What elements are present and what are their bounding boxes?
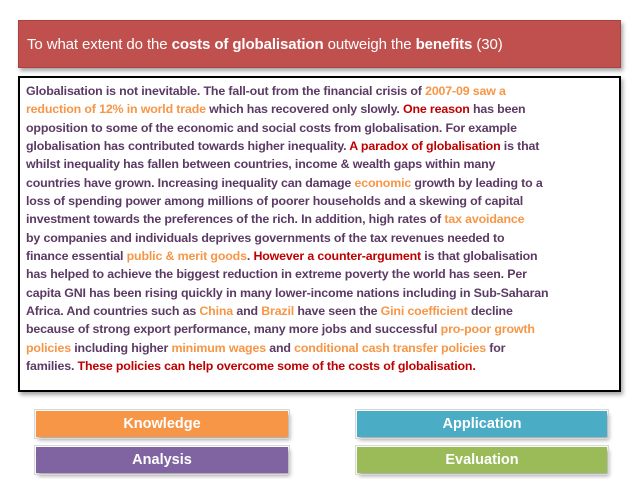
counter-highlight: However a counter-argument [253, 249, 421, 264]
essay-text: have seen the [294, 304, 381, 319]
counter-highlight: These policies can help overcome some of the costs of globalisation. [77, 359, 476, 374]
essay-text: by companies and individuals deprives governments of the tax revenues needed to [26, 230, 505, 245]
question-text [27, 36, 503, 53]
essay-text: and [233, 304, 262, 319]
essay-text: capita GNI has been rising quickly in many lower-income nations including in Sub-Saharan [26, 285, 549, 300]
essay-text: families. [26, 359, 78, 374]
knowledge-key: Knowledge [36, 411, 288, 437]
essay-text: globalisation has contributed towards higher inequality. [26, 139, 350, 154]
essay-paragraph [26, 82, 613, 376]
knowledge-highlight: economic [354, 175, 412, 190]
essay-text: because of strong export performance, many more jobs and successful [26, 322, 441, 337]
application-key: Application [357, 411, 607, 437]
essay-text: . [246, 249, 254, 264]
knowledge-highlight: pro-poor growth [440, 322, 535, 337]
essay-text: is that [500, 139, 540, 154]
knowledge-highlight: conditional cash transfer policies [294, 340, 486, 355]
question-banner [18, 20, 621, 68]
essay-text: is that globalisation [420, 249, 538, 264]
question-mid: outweigh the [323, 35, 416, 53]
essay-text: Africa. And countries such as [26, 304, 200, 319]
analysis-key: Analysis [36, 447, 288, 473]
essay-text: Globalisation is not inevitable. The fall-out from the financial crisis of [26, 84, 426, 98]
knowledge-highlight: policies [26, 340, 71, 355]
essay-text: growth by leading to a [411, 175, 543, 190]
essay-text: including higher [70, 340, 172, 355]
essay-text: whilst inequality has fallen between countries, income & wealth gaps within many [26, 157, 496, 172]
essay-text: opposition to some of the economic and social costs from globalisation. For example [26, 120, 517, 135]
essay-box [18, 76, 621, 392]
evaluation-key: Evaluation [357, 447, 607, 473]
knowledge-highlight: minimum wages [171, 340, 266, 355]
essay-text: and [265, 340, 295, 355]
knowledge-highlight: Brazil [261, 304, 295, 319]
question-benefits: benefits [415, 35, 473, 53]
counter-highlight: A paradox of globalisation [349, 139, 501, 154]
knowledge-highlight: China [199, 304, 234, 319]
essay-text: has been [469, 102, 526, 117]
knowledge-highlight: Gini coefficient [380, 304, 468, 319]
essay-text: countries have grown. Increasing inequality can damage [26, 175, 355, 190]
essay-text: has helped to achieve the biggest reduction in extreme poverty the world has seen. Per [26, 267, 527, 282]
knowledge-highlight: public & merit goods [126, 249, 247, 264]
question-pre: To what extent do the [27, 35, 172, 53]
essay-text: which has recovered only slowly. [205, 102, 403, 117]
question-costs: costs of globalisation [171, 35, 324, 53]
essay-text: decline [467, 304, 513, 319]
counter-highlight: One reason [402, 102, 470, 117]
essay-text: loss of spending power among millions of poorer households and a skewing of capital [26, 194, 524, 209]
knowledge-highlight: reduction of 12% in world trade [26, 102, 206, 117]
essay-text: finance essential [26, 249, 127, 264]
essay-text: investment towards the preferences of the rich. In addition, high rates of [26, 212, 445, 227]
essay-text: for [485, 340, 506, 355]
knowledge-highlight: tax avoidance [444, 212, 525, 227]
knowledge-highlight: 2007-09 saw a [425, 84, 506, 98]
question-marks: (30) [472, 35, 503, 53]
